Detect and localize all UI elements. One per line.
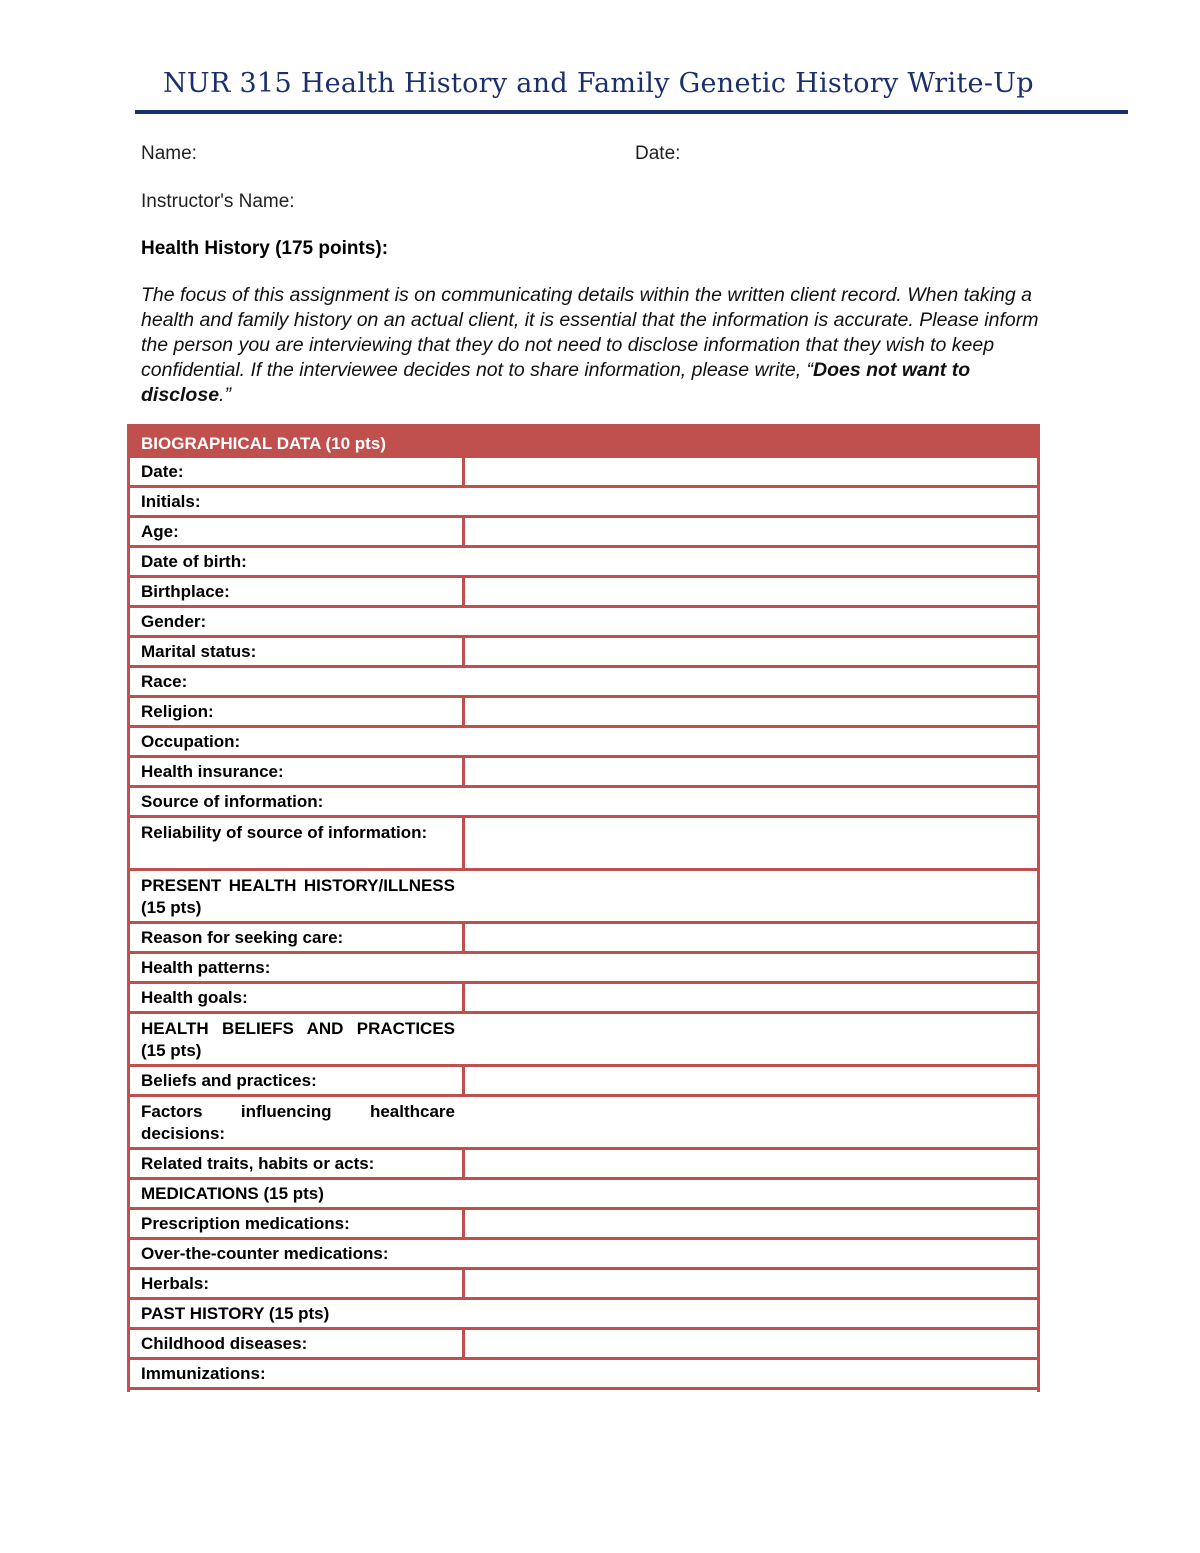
- row-label: Marital status:: [130, 638, 465, 665]
- table-row: [130, 668, 1037, 698]
- row-value-field[interactable]: [465, 1014, 1037, 1064]
- biographical-data-table: [127, 424, 1040, 1392]
- row-label: Date:: [130, 458, 465, 485]
- row-label: HEALTH BELIEFS AND PRACTICES (15 pts): [141, 1019, 455, 1060]
- row-value-field[interactable]: [465, 548, 1037, 575]
- table-row: [130, 488, 1037, 518]
- table-row: [130, 1014, 1037, 1067]
- row-label: Occupation:: [141, 732, 241, 751]
- assignment-instructions: [141, 283, 1056, 408]
- row-label: Childhood diseases:: [130, 1330, 465, 1357]
- table-row: [130, 788, 1037, 818]
- row-value-field[interactable]: [465, 1180, 1037, 1207]
- table-row: [130, 548, 1037, 578]
- row-label: PAST HISTORY (15 pts): [141, 1304, 330, 1323]
- row-value-field[interactable]: [465, 1300, 1037, 1327]
- table-row: [130, 1240, 1037, 1270]
- table-row: [130, 608, 1037, 638]
- row-value-field[interactable]: [465, 488, 1037, 515]
- row-value-field[interactable]: [465, 1330, 1037, 1357]
- row-label: Over-the-counter medications:: [141, 1244, 389, 1263]
- table-row: [130, 518, 1037, 548]
- instructions-closing: .”: [219, 384, 231, 406]
- health-history-heading: Health History (175 points):: [141, 238, 389, 259]
- row-label: Herbals:: [130, 1270, 465, 1297]
- table-row: [130, 954, 1037, 984]
- row-label: Age:: [130, 518, 465, 545]
- row-value-field[interactable]: [465, 458, 1037, 485]
- table-row: [130, 1097, 1037, 1150]
- name-label: Name:: [141, 143, 197, 164]
- row-label: Source of information:: [141, 792, 324, 811]
- row-label: MEDICATIONS (15 pts): [141, 1184, 324, 1203]
- table-row: [130, 1360, 1037, 1390]
- row-label: Health insurance:: [130, 758, 465, 785]
- row-value-field[interactable]: [465, 1210, 1037, 1237]
- row-value-field[interactable]: [465, 668, 1037, 695]
- table-row: [130, 698, 1037, 728]
- row-value-field[interactable]: [465, 954, 1037, 981]
- table-row: [130, 728, 1037, 758]
- table-row: [130, 1300, 1037, 1330]
- title-divider: [135, 110, 1128, 114]
- page-title: NUR 315 Health History and Family Genetic History Write-Up: [163, 68, 1034, 99]
- row-label: Health patterns:: [141, 958, 271, 977]
- instructor-name-label: Instructor's Name:: [141, 191, 295, 212]
- row-label: Birthplace:: [130, 578, 465, 605]
- table-row: [130, 924, 1037, 954]
- row-label: Date of birth:: [141, 552, 247, 571]
- row-value-field[interactable]: [465, 518, 1037, 545]
- row-label: Health goals:: [130, 984, 465, 1011]
- row-value-field[interactable]: [465, 1360, 1037, 1387]
- table-row: [130, 1150, 1037, 1180]
- table-row: [130, 871, 1037, 924]
- date-label: Date:: [635, 143, 681, 164]
- table-row: [130, 1270, 1037, 1300]
- table-row: [130, 758, 1037, 788]
- table-row: [130, 458, 1037, 488]
- instructions-text: The focus of this assignment is on communicating details within the written client record. When taking a health and family history on an actual client, it is essential that the information is accurate. Please inform the person you are interviewing that they do not need to disclose information that they wish to keep confidential. If the interviewee decides not to share information, please write, “: [141, 284, 1039, 381]
- row-value-field[interactable]: [465, 818, 1037, 868]
- row-label: Prescription medications:: [130, 1210, 465, 1237]
- row-value-field[interactable]: [465, 1240, 1037, 1267]
- row-value-field[interactable]: [465, 1097, 1037, 1147]
- row-value-field[interactable]: [465, 638, 1037, 665]
- row-value-field[interactable]: [465, 1150, 1037, 1177]
- row-label: Initials:: [141, 492, 201, 511]
- row-value-field[interactable]: [465, 758, 1037, 785]
- row-label: Religion:: [130, 698, 465, 725]
- table-row: [130, 1330, 1037, 1360]
- row-label: Race:: [141, 672, 188, 691]
- row-label: Reliability of source of information:: [130, 818, 465, 868]
- row-value-field[interactable]: [465, 924, 1037, 951]
- row-label: Immunizations:: [141, 1364, 266, 1383]
- table-header: BIOGRAPHICAL DATA (10 pts): [130, 427, 1037, 458]
- row-label: Reason for seeking care:: [130, 924, 465, 951]
- row-value-field[interactable]: [465, 1067, 1037, 1094]
- table-row: [130, 638, 1037, 668]
- row-value-field[interactable]: [465, 1270, 1037, 1297]
- row-label: Gender:: [141, 612, 207, 631]
- row-label: Factors influencing healthcare decisions:: [141, 1102, 455, 1143]
- row-value-field[interactable]: [465, 984, 1037, 1011]
- row-value-field[interactable]: [465, 608, 1037, 635]
- row-label: PRESENT HEALTH HISTORY/ILLNESS (15 pts): [141, 876, 455, 917]
- table-row: [130, 1210, 1037, 1240]
- table-row: [130, 578, 1037, 608]
- row-label: Related traits, habits or acts:: [130, 1150, 465, 1177]
- row-label: Beliefs and practices:: [130, 1067, 465, 1094]
- table-rows: [130, 458, 1037, 1390]
- table-row: [130, 984, 1037, 1014]
- table-row: [130, 818, 1037, 871]
- row-value-field[interactable]: [465, 871, 1037, 921]
- row-value-field[interactable]: [465, 698, 1037, 725]
- row-value-field[interactable]: [465, 788, 1037, 815]
- row-value-field[interactable]: [465, 728, 1037, 755]
- instructions-emphasis: Does not want to disclose: [141, 359, 971, 406]
- table-row: [130, 1180, 1037, 1210]
- row-value-field[interactable]: [465, 578, 1037, 605]
- table-row: [130, 1067, 1037, 1097]
